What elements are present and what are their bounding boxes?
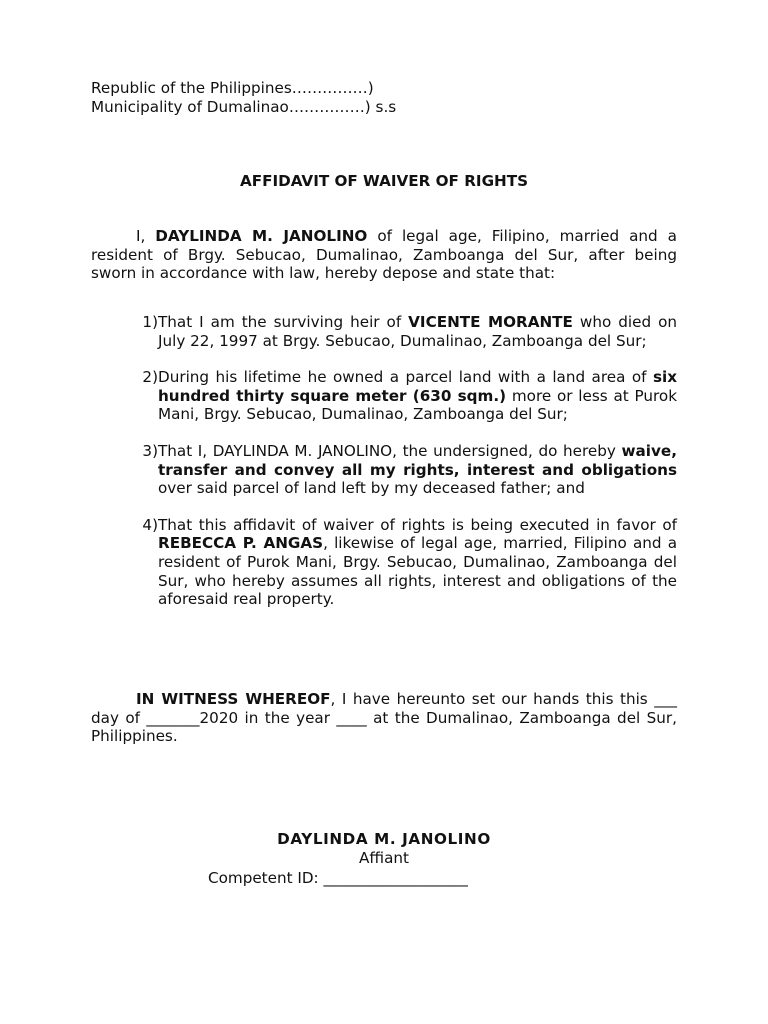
item-text-part: That I, DAYLINDA M. JANOLINO, the undersigned, do hereby	[158, 441, 622, 460]
item-number: 3)	[142, 441, 158, 460]
numbered-list	[91, 313, 677, 627]
item-text	[158, 368, 677, 424]
affiant-name-inline: DAYLINDA M. JANOLINO	[155, 227, 368, 245]
item-number: 2)	[142, 368, 158, 387]
list-item	[91, 516, 677, 609]
list-item	[91, 313, 677, 350]
item-text-bold: six hundred thirty square meter (630 sqm.)	[158, 368, 677, 405]
item-number: 1)	[142, 313, 158, 331]
intro-paragraph	[91, 227, 677, 283]
witness-text: , I have hereunto set our hands this this ___ day of _______2020 in the year ____ at the Dumalinao, Zamboanga del Sur, Philippines.	[91, 690, 677, 746]
list-item	[91, 442, 677, 498]
witness-paragraph	[91, 690, 677, 746]
item-text-part: more or less at Purok Mani, Brgy. Sebucao, Dumalinao, Zamboanga del Sur;	[158, 386, 677, 424]
item-text-part: who died on July 22, 1997 at Brgy. Sebucao, Dumalinao, Zamboanga del Sur;	[158, 313, 678, 350]
intro-text: of legal age, Filipino, married and a resident of Brgy. Sebucao, Dumalinao, Zamboanga del Sur, after being sworn in accordance with law, hereby depose and state that:	[91, 227, 677, 283]
item-text	[158, 516, 677, 609]
competent-id-line: Competent ID: ___________________	[208, 869, 468, 887]
witness-heading: IN WITNESS WHEREOF	[136, 690, 331, 708]
document-title: AFFIDAVIT OF WAIVER OF RIGHTS	[239, 172, 529, 190]
item-number: 4)	[142, 515, 158, 534]
venue-republic: Republic of the Philippines……………)	[91, 79, 374, 97]
venue-municipality: Municipality of Dumalinao……………) s.s	[91, 97, 397, 116]
item-text	[158, 313, 677, 350]
list-item	[91, 368, 677, 424]
item-text-bold: REBECCA P. ANGAS	[158, 534, 324, 553]
item-text-part: That this affidavit of waiver of rights is being executed in favor of	[158, 515, 677, 534]
item-text-bold: waive, transfer and convey all my rights, interest and obligations	[158, 441, 677, 479]
item-text	[158, 442, 677, 498]
intro-prefix: I,	[136, 227, 156, 245]
item-text-part: That I am the surviving heir of	[158, 313, 409, 331]
item-text-part: , likewise of legal age, married, Filipino and a resident of Purok Mani, Brgy. Sebucao, Dumalinao, Zamboanga del Sur, who hereby assumes all rights, interest and obligations of the aforesaid real property.	[158, 534, 678, 609]
item-text-bold: VICENTE MORANTE	[408, 313, 573, 331]
item-text-part: over said parcel of land left by my deceased father; and	[158, 479, 585, 498]
venue-block	[91, 79, 396, 116]
signatory-role: Affiant	[359, 848, 409, 867]
signatory-name: DAYLINDA M. JANOLINO	[277, 830, 491, 848]
item-text-part: During his lifetime he owned a parcel land with a land area of	[158, 368, 653, 387]
signature-block	[0, 830, 768, 867]
